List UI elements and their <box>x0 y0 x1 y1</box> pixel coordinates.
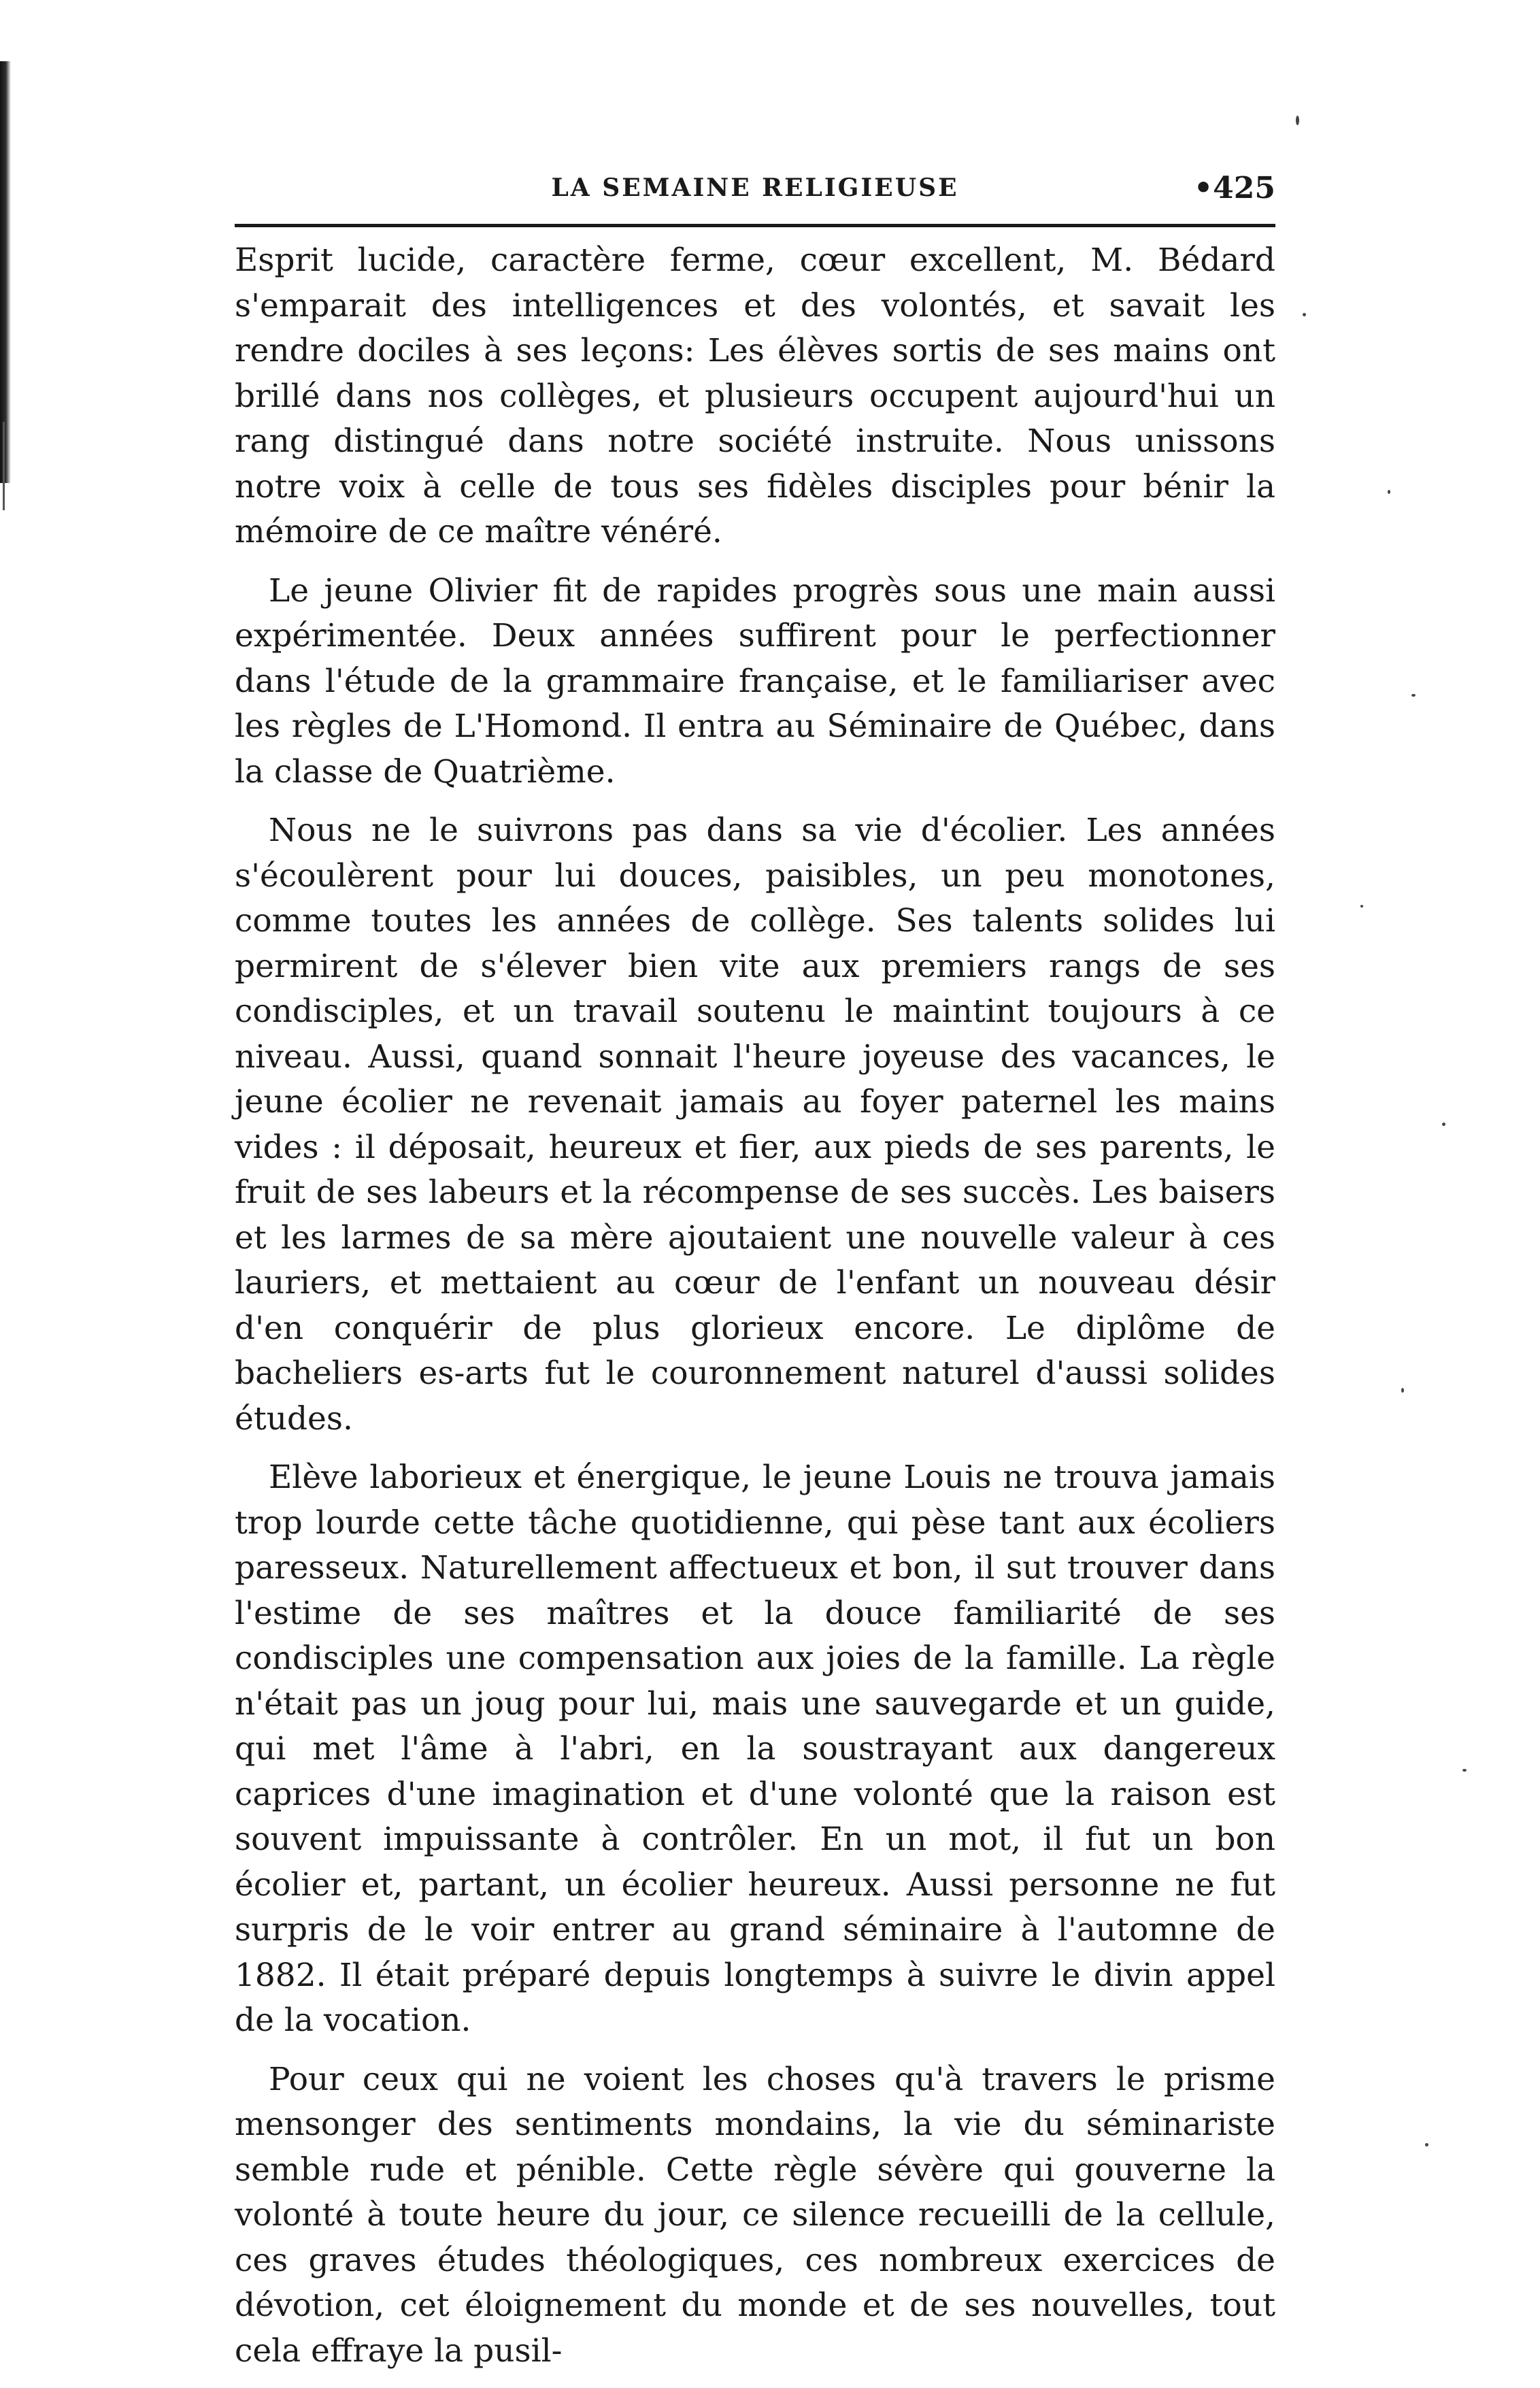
scan-speck <box>1388 490 1390 494</box>
paragraph: Nous ne le suivrons pas dans sa vie d'écolier. Les années s'écoulèrent pour lui douces, paisibles, un peu monotones, comme toutes les années de collège. Ses talents solides lui permirent de s'élever bien vite aux premiers rangs de ses condisciples, et un travail soutenu le maintint toujours à ce niveau. Aussi, quand sonnait l'heure joyeuse des vacances, le jeune écolier ne revenait jamais au foyer paternel les mains vides : il déposait, heureux et fier, aux pieds de ses parents, le fruit de ses labeurs et la récompense de ses succès. Les baisers et les larmes de sa mère ajoutaient une nouvelle valeur à ces lauriers, et mettaient au cœur de l'enfant un nouveau désir d'en conquérir de plus glorieux encore. Le diplôme de bacheliers es-arts fut le couronnement naturel d'aussi solides études. <box>235 812 1275 1438</box>
scan-speck <box>1360 905 1363 908</box>
scan-speck <box>1296 116 1299 125</box>
running-head <box>235 173 1275 214</box>
paragraph: Esprit lucide, caractère ferme, cœur excellent, M. Bédard s'emparait des intelligences et des volontés, et savait les rendre dociles à ses leçons: Les élèves sortis de ses mains ont brillé dans nos collèges, et plusieurs occupent aujourd'hui un rang distingué dans notre société instruite. Nous unissons notre voix à celle de tous ses fidèles disciples pour bénir la mémoire de ce maître vénéré. <box>235 242 1275 550</box>
scan-speck <box>1462 1769 1467 1772</box>
page-number: •425 <box>1194 171 1275 205</box>
running-title: LA SEMAINE RELIGIEUSE <box>551 173 959 202</box>
binding-edge <box>0 61 11 483</box>
paragraph: Elève laborieux et énergique, le jeune Louis ne trouva jamais trop lourde cette tâche quotidienne, qui pèse tant aux écoliers paresseux. Naturellement affectueux et bon, il sut trouver dans l'estime de ses maîtres et la douce familiarité de ses condisciples une compensation aux joies de la famille. La règle n'était pas un joug pour lui, mais une sauvegarde et un guide, qui met l'âme à l'abri, en la soustrayant aux dangereux caprices d'une imagination et d'une volonté que la raison est souvent impuissante à contrôler. En un mot, il fut un bon écolier et, partant, un écolier heureux. Aussi personne ne fut surpris de le voir entrer au grand séminaire à l'automne de 1882. Il était préparé depuis longtemps à suivre le divin appel de la vocation. <box>235 1459 1275 2039</box>
paragraph: Pour ceux qui ne voient les choses qu'à travers le prisme mensonger des sentiments mondains, la vie du séminariste semble rude et pénible. Cette règle sévère qui gouverne la volonté à toute heure du jour, ce silence recueilli de la cellule, ces graves études théologiques, ces nombreux exercices de dévotion, cet éloignement du monde et de ses nouvelles, tout cela effraye la pusil- <box>235 2060 1275 2370</box>
scan-speck <box>1401 1388 1404 1393</box>
binding-edge-mark <box>3 422 5 510</box>
body-text <box>235 238 1275 2374</box>
scan-speck <box>1442 1123 1445 1126</box>
scan-speck <box>1425 2143 1428 2146</box>
printed-page <box>235 173 1275 2374</box>
scan-speck <box>1303 313 1306 316</box>
paragraph: Le jeune Olivier fit de rapides progrès sous une main aussi expérimentée. Deux années suffirent pour le perfectionner dans l'étude de la grammaire française, et le familiariser avec les règles de L'Homond. Il entra au Séminaire de Québec, dans la classe de Quatrième. <box>235 571 1275 791</box>
header-rule <box>235 224 1275 227</box>
scan-speck <box>1411 694 1416 697</box>
